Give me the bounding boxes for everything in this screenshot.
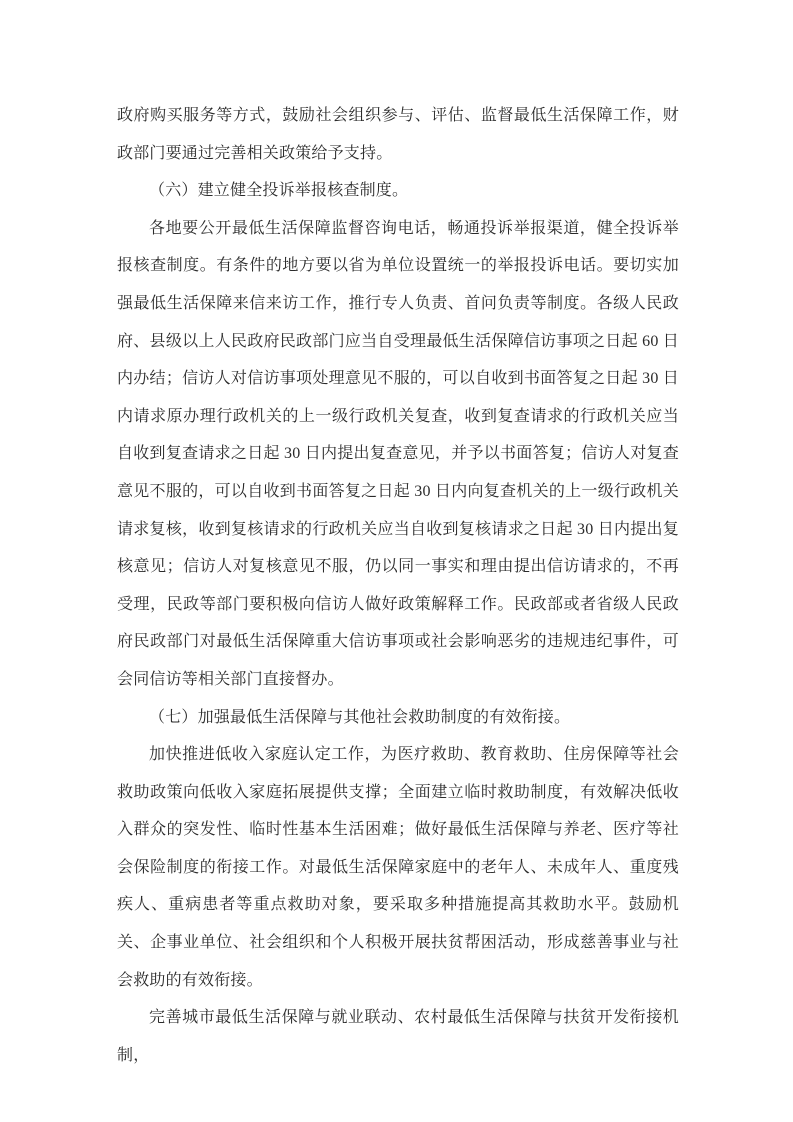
paragraph: 完善城市最低生活保障与就业联动、农村最低生活保障与扶贫开发衔接机制， (117, 1009, 679, 1064)
paragraph: （七）加强最低生活保障与其他社会救助制度的有效衔接。 (149, 708, 571, 726)
paragraph: 各地要公开最低生活保障监督咨询电话，畅通投诉举报渠道，健全投诉举报核查制度。有条件的地方要以省为单位设置统一的举报投诉电话。要切实加强最低生活保障来信来访工作，推行专人负责、首问负责等制度。各级人民政府、县级以上人民政府民政部门应当自受理最低生活保障信访事项之日起 60 日内办结；信访人对信访事项处理意见不服的，可以自收到书面答复之日起 30 日内请求原办理行政机关的上一级行政机关复查，收到复查请求的行政机关应当自收到复查请求之日起 30 日内提出复查意见，并予以书面答复；信访人对复查意见不服的，可以自收到书面答复之日起 30 日内向复查机关的上一级行政机关请求复核，收到复核请求的行政机关应当自收到复核请求之日起 30 日内提出复核意见；信访人对复核意见不服，仍以同一事实和理由提出信访请求的，不再受理，民政等部门要积极向信访人做好政策解释工作。民政部或者省级人民政府民政部门对最低生活保障重大信访事项或社会影响恶劣的违规违纪事件，可会同信访等相关部门直接督办。 (117, 219, 679, 688)
paragraph: 加快推进低收入家庭认定工作，为医疗救助、教育救助、住房保障等社会救助政策向低收入家庭拓展提供支撑；全面建立临时救助制度，有效解决低收入群众的突发性、临时性基本生活困难；做好最低生活保障与养老、医疗等社会保险制度的衔接工作。对最低生活保障家庭中的老年人、未成年人、重度残疾人、重病患者等重点救助对象，要采取多种措施提高其救助水平。鼓励机关、企事业单位、社会组织和个人积极开展扶贫帮困活动，形成慈善事业与社会救助的有效衔接。 (117, 746, 679, 989)
document-body (117, 97, 679, 1074)
paragraph: 政府购买服务等方式，鼓励社会组织参与、评估、监督最低生活保障工作，财政部门要通过完善相关政策给予支持。 (117, 107, 679, 162)
paragraph: （六）建立健全投诉举报核查制度。 (149, 182, 409, 200)
